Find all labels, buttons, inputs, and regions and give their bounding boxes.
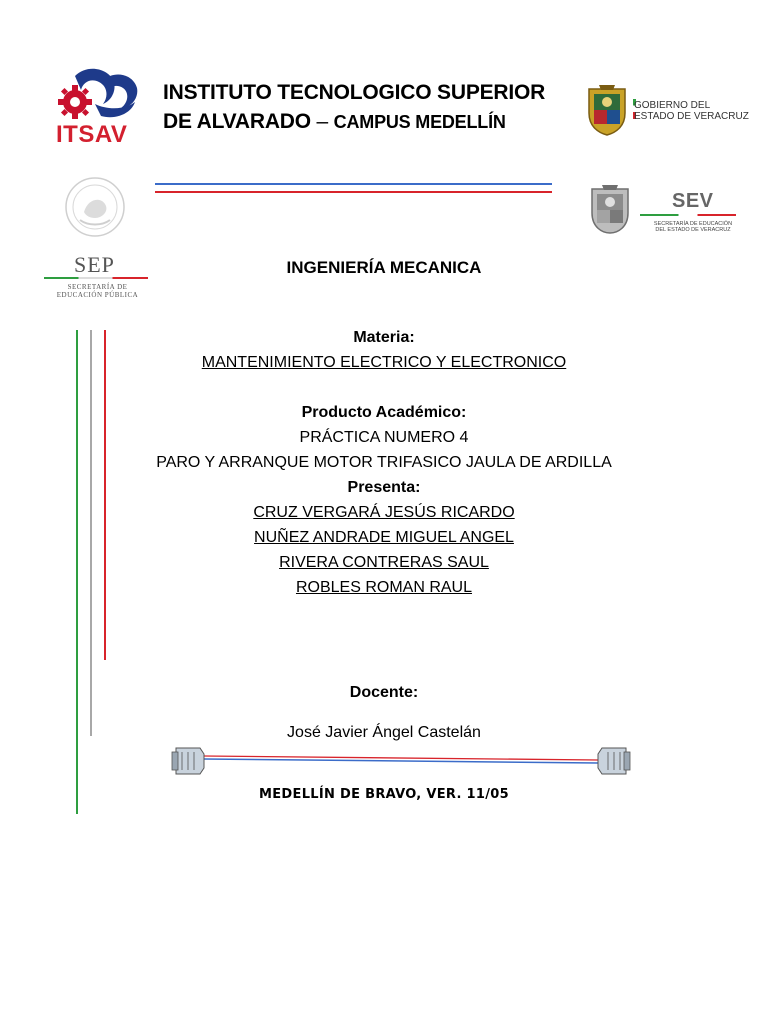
cover-body <box>0 325 768 600</box>
title-campus: CAMPUS MEDELLÍN <box>333 112 506 132</box>
sev-wordmark: SEV <box>672 190 714 212</box>
sep-wordmark: SEP <box>74 252 115 277</box>
sev-sub-line2: DEL ESTADO DE VERACRUZ <box>655 227 731 233</box>
connector-line-icon <box>170 744 632 778</box>
alumno-4: ROBLES ROMAN RAUL <box>295 579 473 596</box>
producto-label: Producto Académico: <box>301 404 467 421</box>
gobierno-line1: GOBIERNO DEL <box>634 100 711 111</box>
presenta-label: Presenta: <box>347 479 421 496</box>
carrera-heading: INGENIERÍA MECANICA <box>286 258 482 277</box>
title-dash: – <box>310 110 334 133</box>
gobierno-veracruz-text <box>634 100 749 122</box>
institution-title <box>163 78 545 137</box>
materia-value: MANTENIMIENTO ELECTRICO Y ELECTRONICO <box>201 354 567 371</box>
sep-sub-line1: SECRETARÍA DE <box>67 283 128 291</box>
title-line2 <box>163 107 545 137</box>
alumno-3: RIVERA CONTRERAS SAUL <box>279 554 489 571</box>
sev-sub-line1: SECRETARÍA DE EDUCACIÓN <box>653 221 733 227</box>
title-line1: INSTITUTO TECNOLOGICO SUPERIOR <box>163 81 546 104</box>
sep-sub-line2: EDUCACIÓN PÚBLICA <box>56 291 139 299</box>
materia-label: Materia: <box>353 329 415 346</box>
producto-line2: PARO Y ARRANQUE MOTOR TRIFASICO JAULA DE ARDILLA <box>156 454 612 471</box>
left-plug-icon <box>172 748 204 774</box>
docente-label: Docente: <box>349 684 419 701</box>
sev-rule <box>640 214 736 216</box>
alumno-2: NUÑEZ ANDRADE MIGUEL ANGEL <box>254 529 514 546</box>
sep-subtitle <box>50 283 145 299</box>
place-date: MEDELLÍN DE BRAVO, VER. 11/05 <box>259 787 509 802</box>
title-line2-main: DE ALVARADO <box>163 110 311 133</box>
mexico-seal-icon <box>64 176 126 238</box>
docente-name: José Javier Ángel Castelán <box>287 724 481 741</box>
producto-line1: PRÁCTICA NUMERO 4 <box>299 429 469 446</box>
header-rule-red <box>155 191 552 193</box>
sev-subtitle <box>652 221 734 233</box>
veracruz-shield-icon <box>585 83 629 137</box>
alumno-1: CRUZ VERGARÁ JESÚS RICARDO <box>253 504 515 521</box>
gobierno-line2: ESTADO DE VERACRUZ <box>634 111 749 122</box>
veracruz-seal-icon <box>588 183 632 235</box>
itsav-wordmark: ITSAV <box>56 121 128 148</box>
header-rule-blue <box>155 183 552 185</box>
right-plug-icon <box>598 748 630 774</box>
